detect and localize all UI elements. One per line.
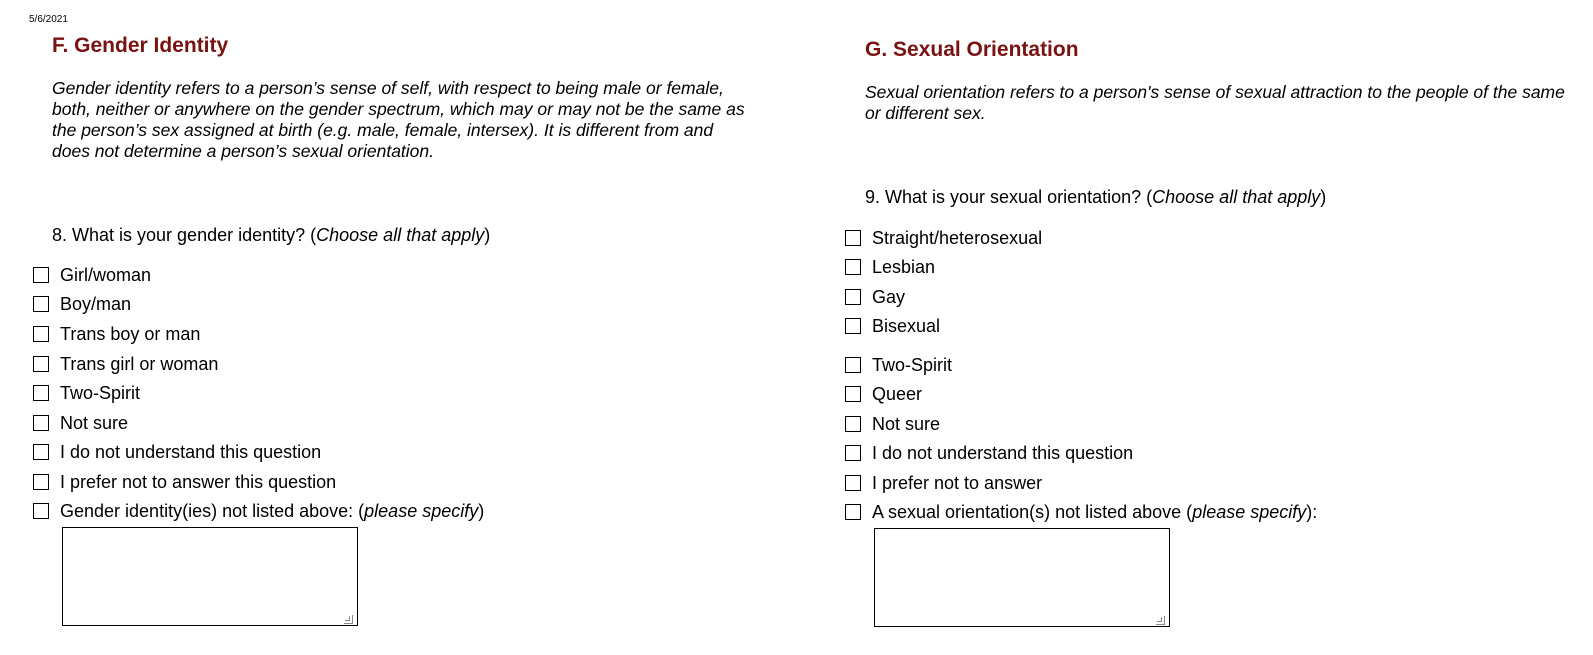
checkbox[interactable] [33,356,49,372]
option-label: I do not understand this question [60,441,322,462]
orientation-option-gay[interactable] [845,285,905,309]
checkbox[interactable] [33,415,49,431]
option-label: I prefer not to answer [872,472,1043,493]
option-label: Trans girl or woman [60,353,219,374]
checkbox[interactable] [33,385,49,401]
gender-identity-question [52,225,490,246]
question-emphasis: Choose all that apply [1152,187,1321,207]
orientation-option-not-sure[interactable] [845,412,940,436]
orientation-option-lesbian[interactable] [845,255,935,279]
checkbox[interactable] [33,326,49,342]
orientation-option-straight[interactable] [845,226,1042,250]
option-label: I prefer not to answer this question [60,471,337,492]
orientation-option-do-not-understand[interactable] [845,441,1133,465]
option-label: Two-Spirit [60,382,141,403]
option-label: Girl/woman [60,264,152,285]
resize-grip-icon[interactable] [344,615,353,624]
checkbox[interactable] [33,444,49,460]
other-suffix: ): [1306,501,1318,522]
gender-option-boy-man[interactable] [33,292,131,316]
question-text: 8. What is your gender identity? ( [52,225,317,245]
option-label: Not sure [60,412,129,433]
gender-option-girl-woman[interactable] [33,263,151,287]
question-suffix: ) [484,225,491,245]
option-label: Boy/man [60,293,132,314]
option-label: Two-Spirit [872,354,953,375]
gender-option-do-not-understand[interactable] [33,440,321,464]
checkbox[interactable] [845,475,861,491]
other-prefix: Gender identity(ies) not listed above: ( [60,500,365,521]
checkbox[interactable] [845,504,861,520]
sexual-orientation-section [800,0,1593,655]
gender-option-two-spirit[interactable] [33,381,140,405]
gender-other-input[interactable] [62,527,358,626]
resize-grip-icon[interactable] [1156,616,1165,625]
checkbox[interactable] [845,445,861,461]
option-label [872,502,1317,523]
orientation-option-queer[interactable] [845,382,922,406]
sexual-orientation-title: G. Sexual Orientation [865,38,1079,61]
option-label: I do not understand this question [872,442,1134,463]
option-label: Bisexual [872,315,941,336]
orientation-option-two-spirit[interactable] [845,353,952,377]
checkbox[interactable] [33,474,49,490]
other-emphasis: please specify [364,500,479,521]
checkbox[interactable] [845,318,861,334]
other-prefix: A sexual orientation(s) not listed above ( [872,501,1193,522]
question-emphasis: Choose all that apply [316,225,485,245]
gender-option-not-sure[interactable] [33,411,128,435]
checkbox[interactable] [845,289,861,305]
orientation-option-bisexual[interactable] [845,314,940,338]
option-label: Lesbian [872,256,936,277]
gender-option-trans-boy-man[interactable] [33,322,200,346]
gender-option-prefer-not[interactable] [33,470,336,494]
option-label: Not sure [872,413,941,434]
sexual-orientation-question [865,187,1326,208]
orientation-option-prefer-not[interactable] [845,471,1042,495]
option-label: Queer [872,383,923,404]
checkbox[interactable] [845,230,861,246]
question-suffix: ) [1320,187,1327,207]
other-suffix: ) [478,500,485,521]
gender-identity-description: Gender identity refers to a person’s sense of self, with respect to being male or female, both, neither or anywhere on the gender spectrum, which may or may not be the same as the person’s sex assigned at birth (e.g. male, female, intersex). It is different from and does not determine a person’s sexual orientation. [52,78,745,161]
checkbox[interactable] [33,267,49,283]
option-label: Straight/heterosexual [872,227,1043,248]
checkbox[interactable] [845,357,861,373]
question-text: 9. What is your sexual orientation? ( [865,187,1153,207]
checkbox[interactable] [845,386,861,402]
checkbox[interactable] [845,416,861,432]
option-label: Trans boy or man [60,323,201,344]
checkbox[interactable] [33,503,49,519]
sexual-orientation-description: Sexual orientation refers to a person's sense of sexual attraction to the people of the same or different sex. [865,82,1565,123]
orientation-option-not-listed[interactable] [845,500,1317,524]
gender-option-not-listed[interactable] [33,499,484,523]
other-emphasis: please specify [1192,501,1307,522]
page-date: 5/6/2021 [29,14,68,25]
gender-identity-title: F. Gender Identity [52,34,229,57]
option-label [60,501,484,522]
checkbox[interactable] [33,296,49,312]
option-label: Gay [872,286,906,307]
checkbox[interactable] [845,259,861,275]
gender-option-trans-girl-woman[interactable] [33,352,218,376]
orientation-other-input[interactable] [874,528,1170,627]
